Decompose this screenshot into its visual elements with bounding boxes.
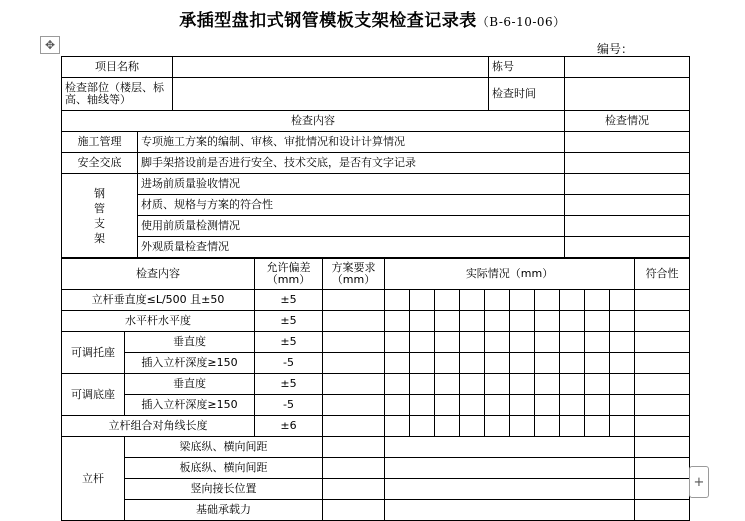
- serial-number-label: 编号：: [597, 42, 634, 56]
- item-label: 使用前质量检测情况: [138, 216, 565, 237]
- table-row: [62, 57, 690, 78]
- category-label: 安全交底: [62, 153, 138, 174]
- table-row: [62, 111, 690, 132]
- tolerance-cell: ±5: [255, 290, 323, 311]
- inspection-table-top: [61, 56, 690, 258]
- item-label: 材质、规格与方案的符合性: [138, 195, 565, 216]
- tolerance-cell: -5: [255, 353, 323, 374]
- situation-cell[interactable]: [565, 153, 690, 174]
- check-location-label: 检查部位（楼层、标高、轴线等）: [62, 78, 173, 111]
- table-row: [62, 290, 690, 311]
- table-row: [62, 437, 690, 458]
- situation-cell[interactable]: [565, 216, 690, 237]
- actual-header: 实际情况（mm）: [385, 259, 635, 290]
- item-label: 外观质量检查情况: [138, 237, 565, 258]
- row-label: 垂直度: [125, 332, 255, 353]
- item-label: 专项施工方案的编制、审核、审批情况和设计计算情况: [138, 132, 565, 153]
- row-label: 水平杆水平度: [62, 311, 255, 332]
- row-label: 插入立杆深度≥150: [125, 395, 255, 416]
- row-label: 立杆垂直度≤L/500 且±50: [62, 290, 255, 311]
- situation-cell[interactable]: [565, 237, 690, 258]
- requirement-header: 方案要求（mm）: [323, 259, 385, 290]
- situation-cell[interactable]: [565, 174, 690, 195]
- check-time-cell[interactable]: [565, 78, 690, 111]
- table-row: [62, 500, 690, 521]
- table-row: [62, 311, 690, 332]
- tolerance-cell: ±6: [255, 416, 323, 437]
- inspection-table-bottom: [61, 258, 690, 521]
- table-row: [62, 479, 690, 500]
- row-label: 基础承载力: [125, 500, 323, 521]
- tolerance-cell: ±5: [255, 332, 323, 353]
- table-row: [62, 458, 690, 479]
- table-row: [62, 395, 690, 416]
- table-row: [62, 216, 690, 237]
- item-label: 进场前质量验收情况: [138, 174, 565, 195]
- building-no-cell[interactable]: [565, 57, 690, 78]
- table-row: [62, 78, 690, 111]
- top-support-label: 可调托座: [62, 332, 125, 374]
- title-text: 承插型盘扣式钢管模板支架检查记录表: [179, 11, 477, 31]
- content-header: 检查内容: [62, 111, 565, 132]
- bottom-base-label: 可调底座: [62, 374, 125, 416]
- table-header-row: [62, 259, 690, 290]
- row-label: 梁底纵、横向间距: [125, 437, 323, 458]
- tolerance-cell: -5: [255, 395, 323, 416]
- steel-pipe-label: 钢管支架: [62, 174, 138, 258]
- table-row: [62, 416, 690, 437]
- tolerance-cell: ±5: [255, 374, 323, 395]
- check-location-cell[interactable]: [173, 78, 489, 111]
- building-no-label: 栋号: [489, 57, 565, 78]
- situation-cell[interactable]: [565, 195, 690, 216]
- row-label: 板底纵、横向间距: [125, 458, 323, 479]
- situation-cell[interactable]: [565, 132, 690, 153]
- row-label: 插入立杆深度≥150: [125, 353, 255, 374]
- table-row: [62, 132, 690, 153]
- document-title: [0, 6, 745, 31]
- table-row: [62, 153, 690, 174]
- form-code: （B-6-10-06）: [476, 15, 566, 29]
- table-row: [62, 237, 690, 258]
- add-row-plus-icon[interactable]: +: [689, 466, 709, 498]
- project-name-label: 项目名称: [62, 57, 173, 78]
- row-label: 垂直度: [125, 374, 255, 395]
- tolerance-cell: ±5: [255, 311, 323, 332]
- situation-header: 检查情况: [565, 111, 690, 132]
- content-header: 检查内容: [62, 259, 255, 290]
- tolerance-header: 允许偏差（mm）: [255, 259, 323, 290]
- item-label: 脚手架搭设前是否进行安全、技术交底，是否有文字记录: [138, 153, 565, 174]
- check-time-label: 检查时间: [489, 78, 565, 111]
- table-row: [62, 174, 690, 195]
- pole-label: 立杆: [62, 437, 125, 521]
- table-row: [62, 332, 690, 353]
- table-row: [62, 353, 690, 374]
- row-label: 竖向接长位置: [125, 479, 323, 500]
- table-row: [62, 374, 690, 395]
- table-move-handle-icon[interactable]: ✥: [40, 36, 60, 54]
- row-label: 立杆组合对角线长度: [62, 416, 255, 437]
- conformity-header: 符合性: [635, 259, 690, 290]
- project-name-cell[interactable]: [173, 57, 489, 78]
- table-row: [62, 195, 690, 216]
- category-label: 施工管理: [62, 132, 138, 153]
